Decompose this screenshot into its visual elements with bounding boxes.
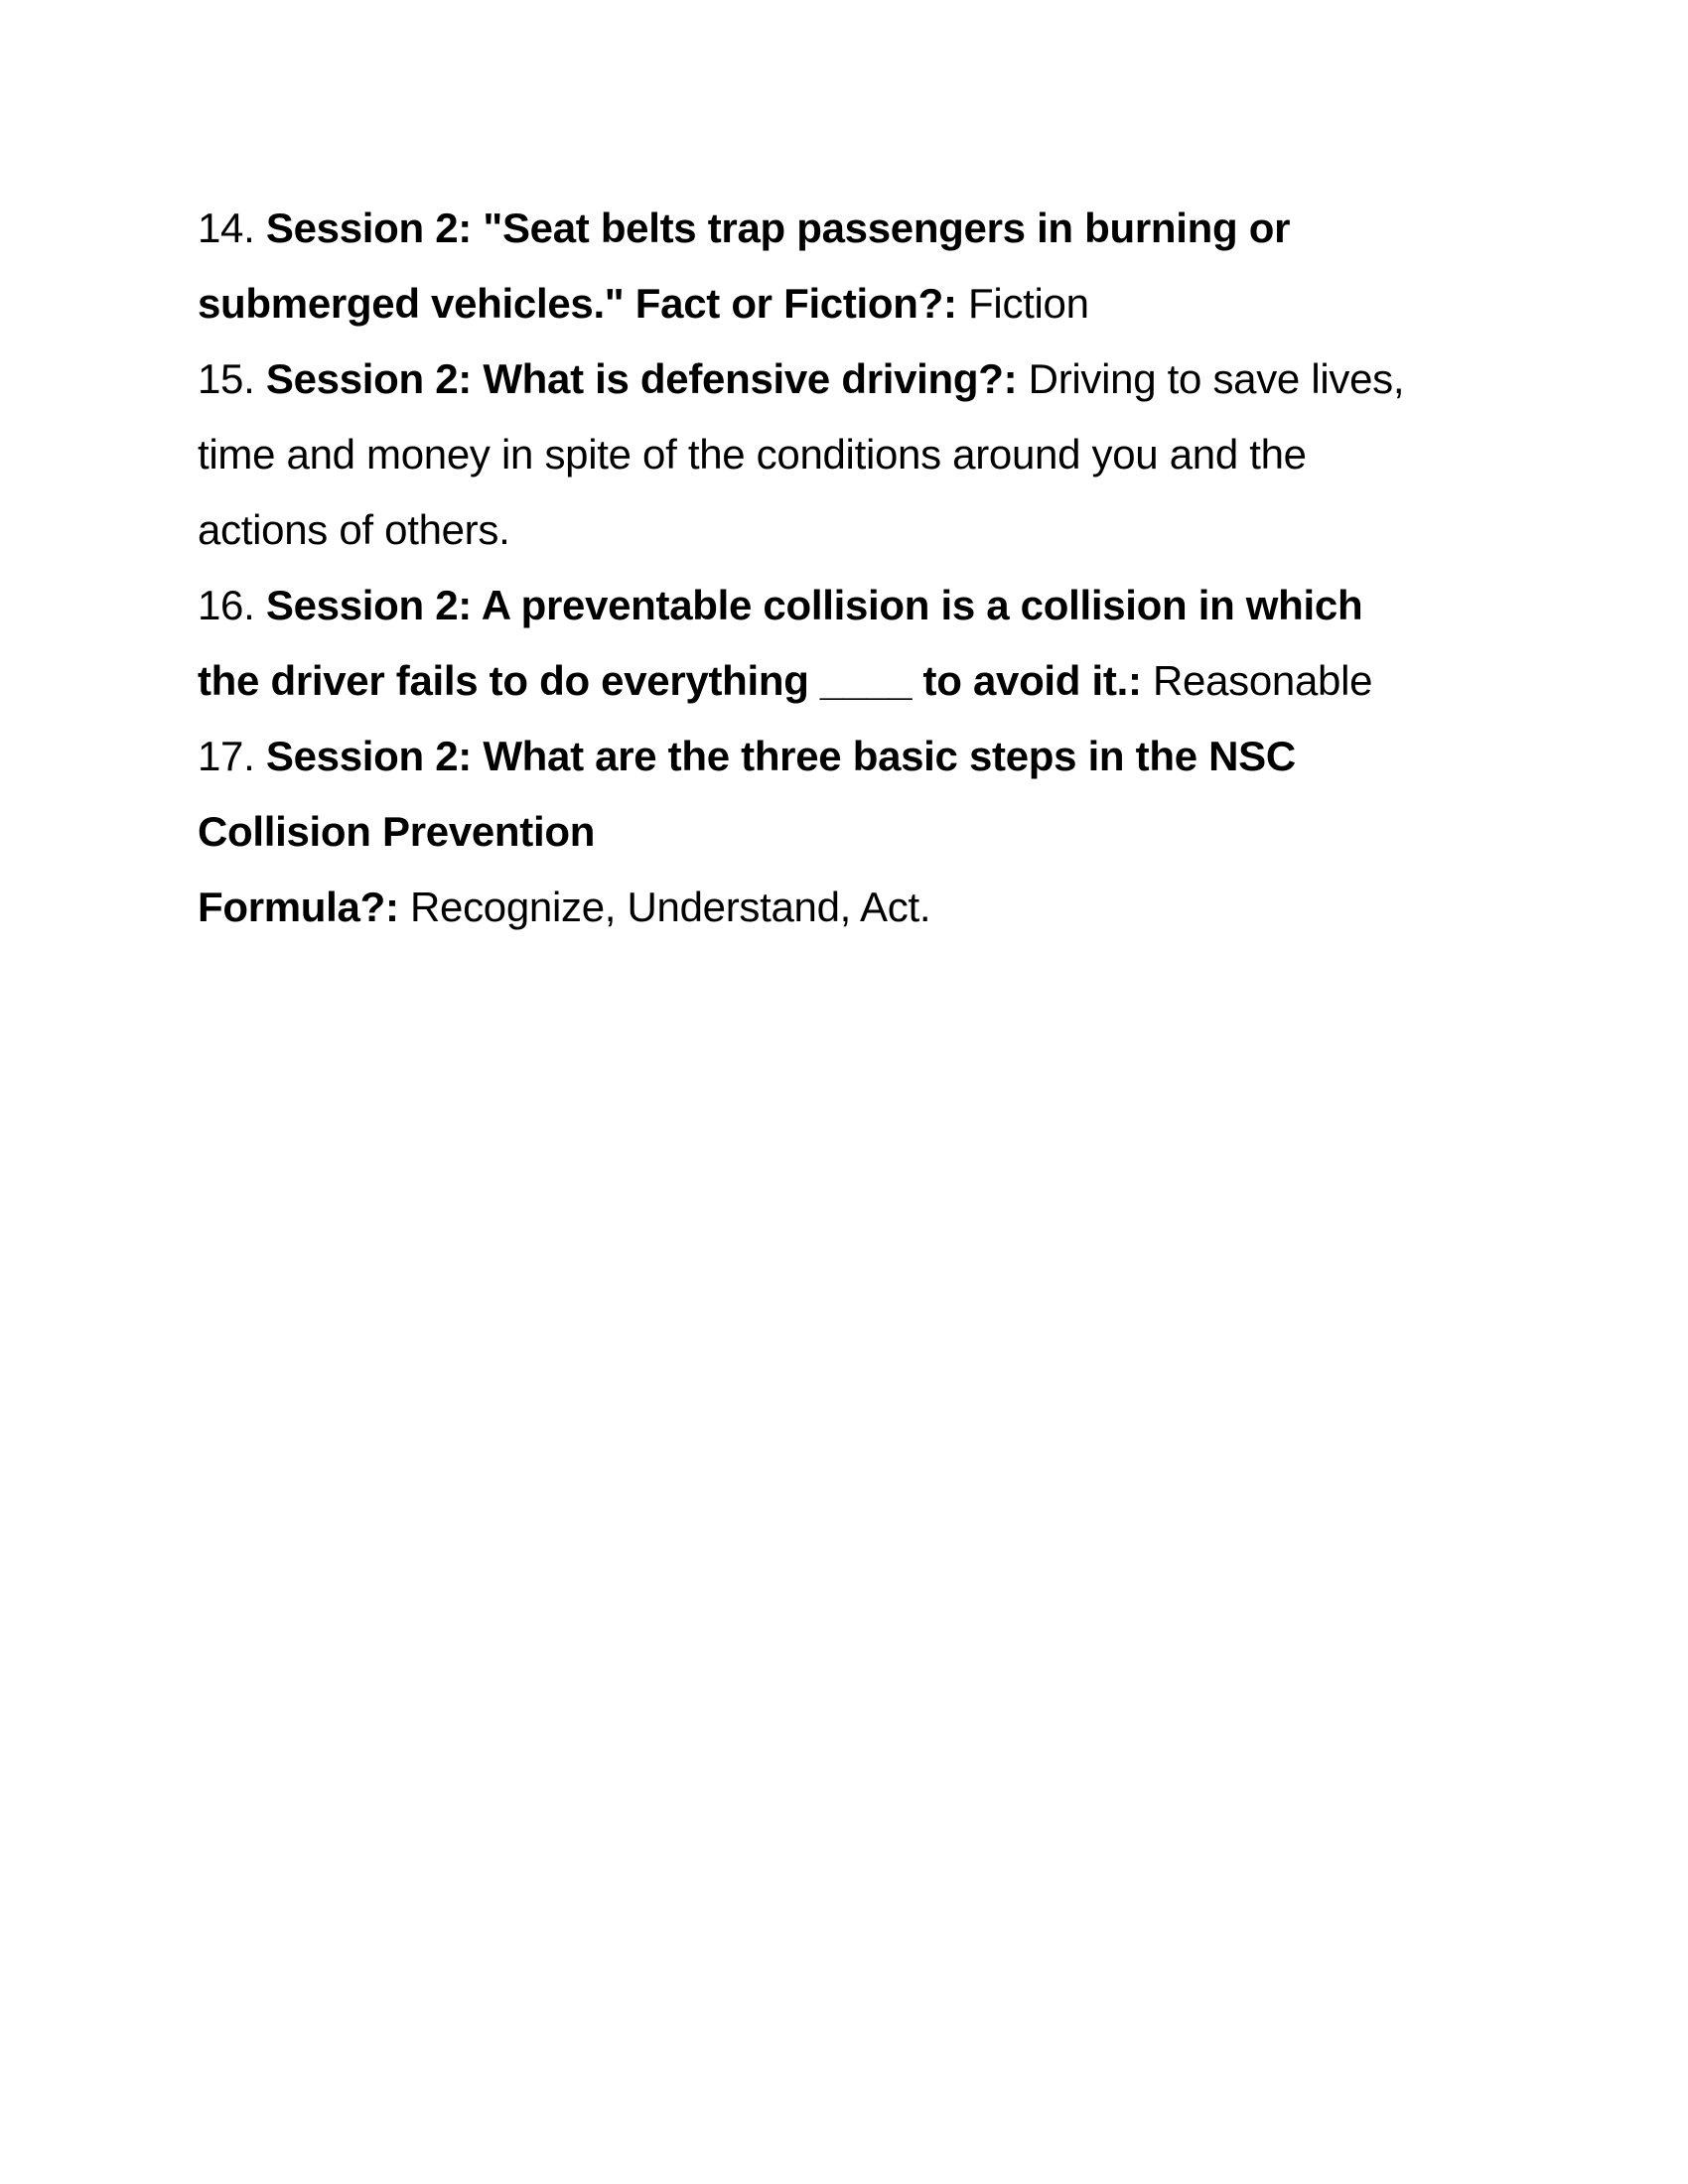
question-text: Session 2: What are the three basic steps in the NSC — [265, 733, 1296, 779]
answer-text: Reasonable — [1141, 657, 1373, 704]
question-14-line-2 — [198, 266, 1518, 341]
question-17-line-1 — [198, 719, 1518, 794]
item-number: 16. — [198, 582, 255, 628]
question-text: Formula?: — [198, 884, 399, 930]
question-14-line-1 — [198, 191, 1518, 266]
answer-text: Recognize, Understand, Act. — [398, 884, 931, 930]
question-16-line-2 — [198, 643, 1518, 719]
answer-text: actions of others. — [198, 506, 510, 553]
answer-text: Driving to save lives, — [1017, 355, 1405, 402]
question-text: Session 2: A preventable collision is a collision in which — [265, 582, 1363, 628]
question-17-line-2 — [198, 794, 1518, 870]
question-15-line-2 — [198, 417, 1518, 492]
question-text: Session 2: "Seat belts trap passengers in burning or — [265, 205, 1291, 251]
question-text: the driver fails to do everything ____ to avoid it.: — [198, 657, 1142, 704]
item-number: 14. — [198, 205, 255, 251]
item-number: 15. — [198, 355, 255, 402]
question-text: submerged vehicles." Fact or Fiction?: — [198, 280, 957, 327]
question-16-line-1 — [198, 568, 1518, 643]
answer-text: Fiction — [956, 280, 1089, 327]
item-number: 17. — [198, 733, 255, 779]
question-text: Collision Prevention — [198, 808, 596, 855]
document-page — [198, 191, 1518, 945]
question-15-line-1 — [198, 341, 1518, 417]
answer-text: time and money in spite of the conditions around you and the — [198, 431, 1307, 478]
question-17-line-3 — [198, 870, 1518, 945]
question-15-line-3 — [198, 492, 1518, 568]
question-text: Session 2: What is defensive driving?: — [265, 355, 1018, 402]
